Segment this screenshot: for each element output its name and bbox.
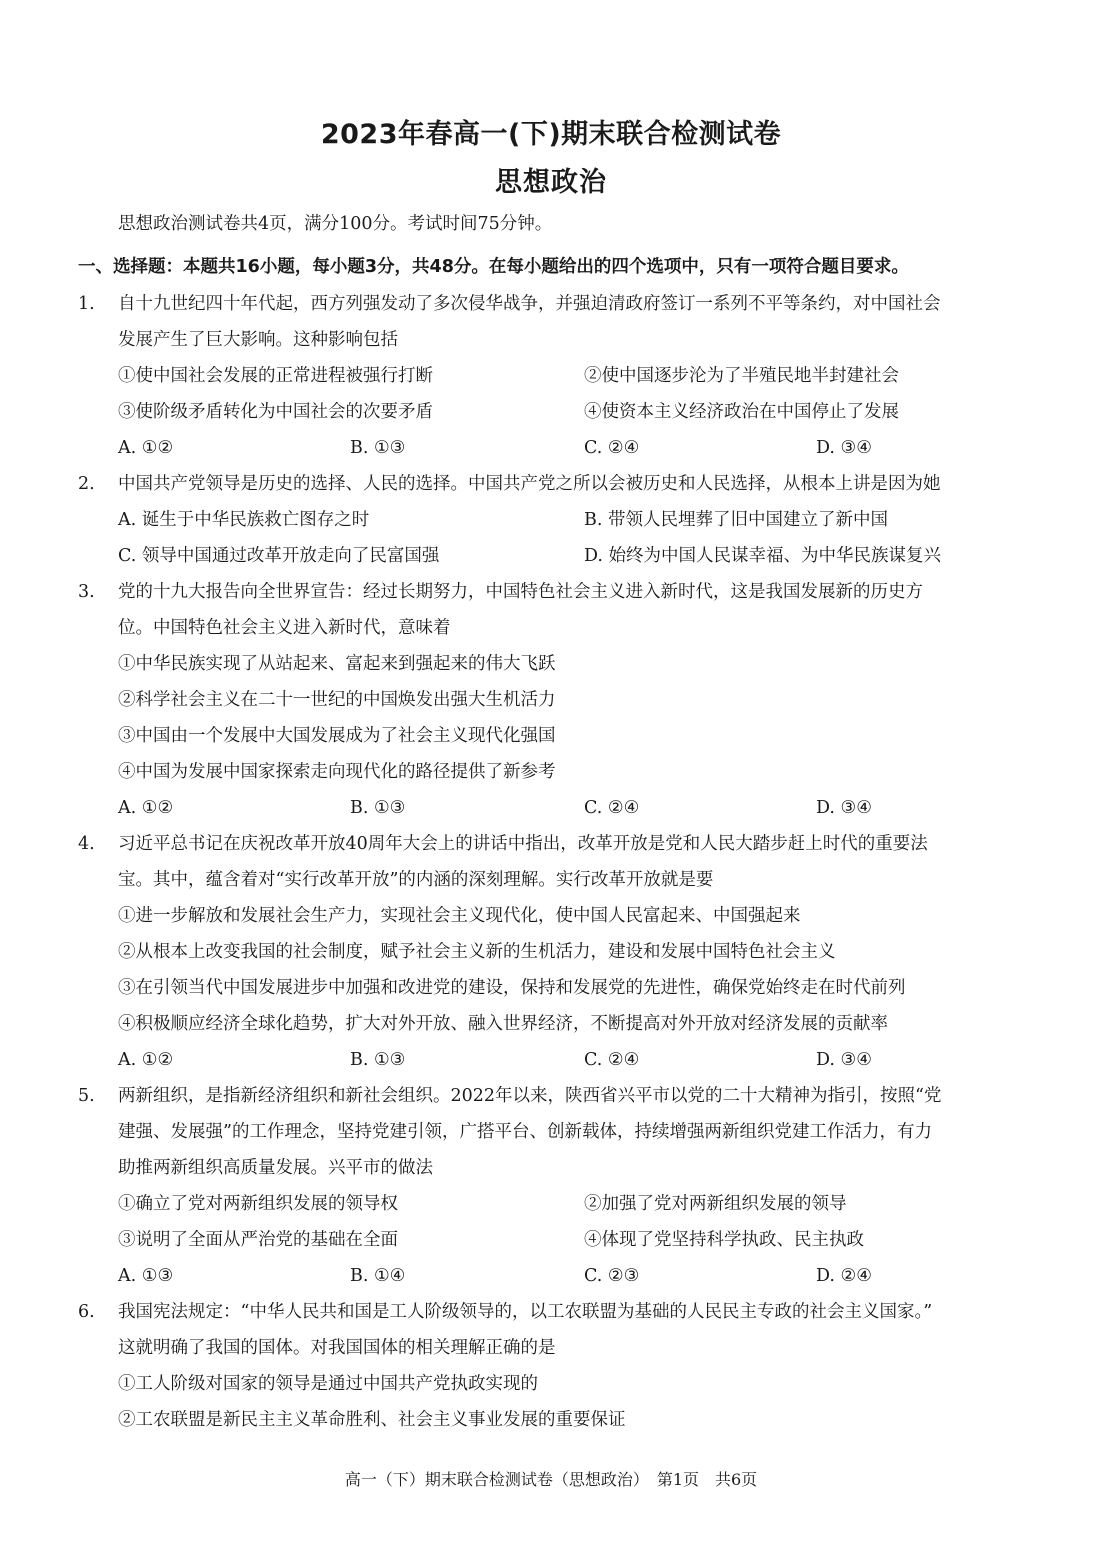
statement-item: ①确立了党对两新组织发展的领导权 <box>118 1194 398 1214</box>
statement-item: ④体现了党坚持科学执政、民主执政 <box>584 1230 864 1250</box>
answer-option-b: B. ①③ <box>350 438 406 458</box>
answer-option-a: A. ①② <box>118 438 174 458</box>
statement-item: ①使中国社会发展的正常进程被强行打断 <box>118 366 433 386</box>
statement-item: ②加强了党对两新组织发展的领导 <box>584 1194 847 1214</box>
answer-option-d: D. ②④ <box>816 1266 872 1286</box>
question-number: 5. <box>78 1086 95 1106</box>
answer-option-a: A. ①③ <box>118 1266 174 1286</box>
question-stem-line: 我国宪法规定：“中华人民共和国是工人阶级领导的，以工农联盟为基础的人民民主专政的社会主义国家。” <box>118 1302 933 1322</box>
exam-title: 2023年春高一(下)期末联合检测试卷 <box>320 119 782 150</box>
question-stem-line: 两新组织，是指新经济组织和新社会组织。2022年以来，陕西省兴平市以党的二十大精神为指引，按照“党 <box>118 1086 942 1106</box>
question-number: 6. <box>78 1302 95 1322</box>
answer-option-c: C. 领导中国通过改革开放走向了民富国强 <box>118 546 440 566</box>
statement-item: ②工农联盟是新民主主义革命胜利、社会主义事业发展的重要保证 <box>118 1410 626 1430</box>
statement-item: ②从根本上改变我国的社会制度，赋予社会主义新的生机活力，建设和发展中国特色社会主义 <box>118 942 836 962</box>
question-stem-line: 助推两新组织高质量发展。兴平市的做法 <box>118 1158 433 1178</box>
question-stem-line: 宝。其中，蕴含着对“实行改革开放”的内涵的深刻理解。实行改革开放就是要 <box>118 870 714 890</box>
answer-option-b: B. ①④ <box>350 1266 406 1286</box>
statement-item: ③使阶级矛盾转化为中国社会的次要矛盾 <box>118 402 433 422</box>
question-stem-line: 建强、发展强”的工作理念，坚持党建引领，广搭平台、创新载体，持续增强两新组织党建工作活力，有力 <box>118 1122 932 1142</box>
question-stem-line: 习近平总书记在庆祝改革开放40周年大会上的讲话中指出，改革开放是党和人民大踏步赶上时代的重要法 <box>118 834 928 854</box>
statement-item: ②科学社会主义在二十一世纪的中国焕发出强大生机活力 <box>118 690 556 710</box>
section-heading: 一、选择题：本题共16小题，每小题3分，共48分。在每小题给出的四个选项中，只有一项符合题目要求。 <box>78 257 909 277</box>
question-6 <box>78 1294 1028 1438</box>
statement-item: ④使资本主义经济政治在中国停止了发展 <box>584 402 899 422</box>
question-stem-line: 位。中国特色社会主义进入新时代，意味着 <box>118 618 451 638</box>
page-footer: 高一（下）期末联合检测试卷（思想政治） 第1页 共6页 <box>344 1470 758 1489</box>
answer-option-b: B. 带领人民埋葬了旧中国建立了新中国 <box>584 510 888 530</box>
answer-option-c: C. ②④ <box>584 798 640 818</box>
question-number: 3. <box>78 582 95 602</box>
question-3 <box>78 574 1028 826</box>
question-stem-line: 中国共产党领导是历史的选择、人民的选择。中国共产党之所以会被历史和人民选择，从根本上讲是因为她 <box>118 474 941 494</box>
question-2 <box>78 466 1028 574</box>
statement-item: ①工人阶级对国家的领导是通过中国共产党执政实现的 <box>118 1374 538 1394</box>
answer-option-c: C. ②④ <box>584 438 640 458</box>
question-number: 4. <box>78 834 95 854</box>
question-number: 1. <box>78 294 95 314</box>
answer-option-a: A. ①② <box>118 1050 174 1070</box>
answer-option-d: D. ③④ <box>816 438 872 458</box>
question-stem-line: 这就明确了我国的国体。对我国国体的相关理解正确的是 <box>118 1338 556 1358</box>
question-4 <box>78 826 1028 1078</box>
questions-list <box>78 286 1028 1438</box>
answer-option-b: B. ①③ <box>350 798 406 818</box>
statement-item: ④积极顺应经济全球化趋势，扩大对外开放、融入世界经济，不断提高对外开放对经济发展的贡献率 <box>118 1014 888 1034</box>
answer-option-c: C. ②④ <box>584 1050 640 1070</box>
statement-item: ①进一步解放和发展社会生产力，实现社会主义现代化，使中国人民富起来、中国强起来 <box>118 906 801 926</box>
question-5 <box>78 1078 1028 1294</box>
question-1 <box>78 286 1028 466</box>
question-stem-line: 自十九世纪四十年代起，西方列强发动了多次侵华战争，并强迫清政府签订一系列不平等条约，对中国社会 <box>118 294 941 314</box>
question-stem-line: 发展产生了巨大影响。这种影响包括 <box>118 330 398 350</box>
statement-item: ④中国为发展中国家探索走向现代化的路径提供了新参考 <box>118 762 556 782</box>
answer-option-a: A. 诞生于中华民族救亡图存之时 <box>118 510 370 530</box>
answer-option-d: D. ③④ <box>816 1050 872 1070</box>
answer-option-a: A. ①② <box>118 798 174 818</box>
answer-option-c: C. ②③ <box>584 1266 640 1286</box>
answer-option-d: D. 始终为中国人民谋幸福、为中华民族谋复兴 <box>584 546 942 566</box>
exam-subject: 思想政治 <box>495 167 607 198</box>
statement-item: ②使中国逐步沦为了半殖民地半封建社会 <box>584 366 899 386</box>
statement-item: ①中华民族实现了从站起来、富起来到强起来的伟大飞跃 <box>118 654 556 674</box>
statement-item: ③中国由一个发展中大国发展成为了社会主义现代化强国 <box>118 726 556 746</box>
statement-item: ③在引领当代中国发展进步中加强和改进党的建设，保持和发展党的先进性，确保党始终走在时代前列 <box>118 978 906 998</box>
question-stem-line: 党的十九大报告向全世界宣告：经过长期努力，中国特色社会主义进入新时代，这是我国发展新的历史方 <box>118 582 923 602</box>
answer-option-d: D. ③④ <box>816 798 872 818</box>
statement-item: ③说明了全面从严治党的基础在全面 <box>118 1230 398 1250</box>
exam-intro: 思想政治测试卷共4页，满分100分。考试时间75分钟。 <box>118 214 553 234</box>
question-number: 2. <box>78 474 95 494</box>
answer-option-b: B. ①③ <box>350 1050 406 1070</box>
